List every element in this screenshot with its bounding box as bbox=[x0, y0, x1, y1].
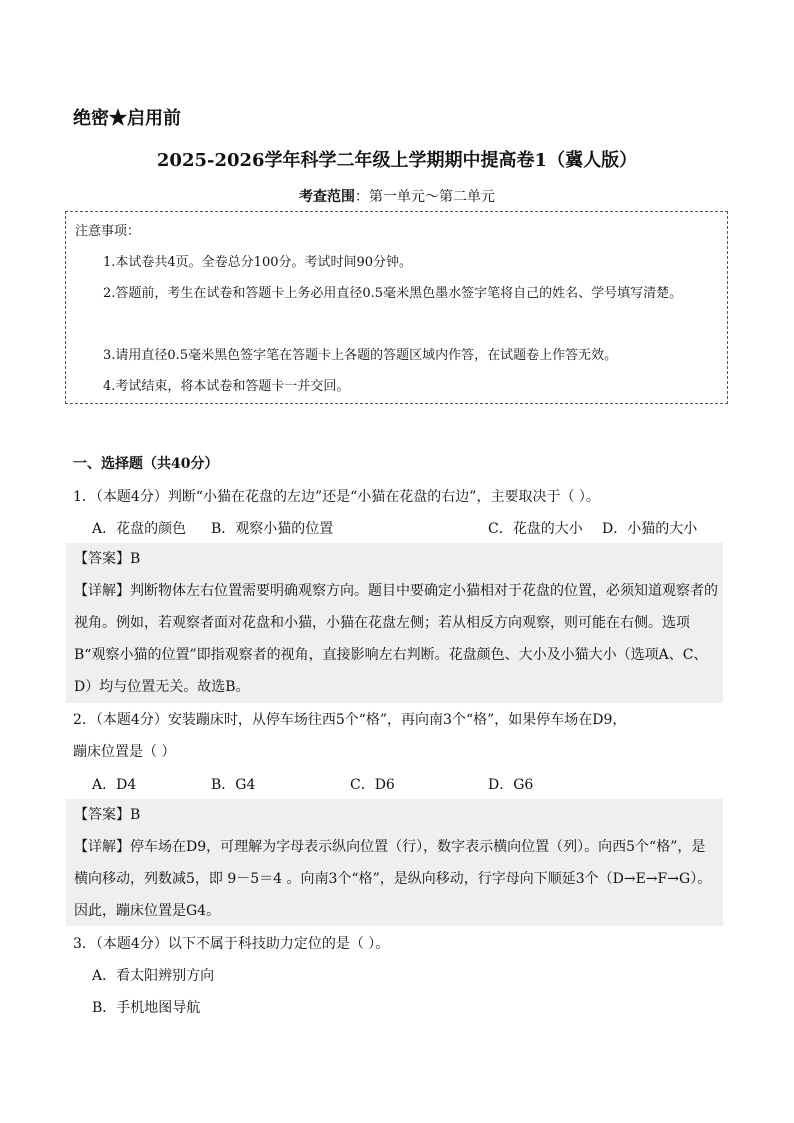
q2-detail: 【详解】停车场在D9，可理解为字母表示纵向位置（行），数字表示横向位置（列）。向西5个“格”，是横向移动，列数减5，即 9－5＝4 。向南3个“格”，是纵向移动，行字母向下顺延3个（D→E→F→G）。因此，蹦床位置是G4。 bbox=[74, 839, 712, 919]
notice-item: 1.本试卷共4页。全卷总分100分。考试时间90分钟。 bbox=[103, 255, 413, 270]
notice-item: 4.考试结束，将本试卷和答题卡一并交回。 bbox=[103, 379, 350, 394]
question-2-stem-line2: 蹦床位置是（ ） bbox=[73, 744, 176, 760]
q1-answer: 【答案】B bbox=[74, 551, 141, 567]
confidential-mark: 绝密★启用前 bbox=[73, 108, 181, 129]
q3-option-a: A．看太阳辨别方向 bbox=[92, 968, 215, 984]
q2-option-b: B．G4 bbox=[211, 777, 256, 793]
scope-value: ：第一单元～第二单元 bbox=[355, 189, 495, 205]
notice-item: 3.请用直径0.5毫米黑色签字笔在答题卡上各题的答题区域内作答，在试题卷上作答无效。 bbox=[103, 348, 618, 363]
question-3-stem: 3．（本题4分）以下不属于科技助力定位的是（ ）。 bbox=[73, 936, 390, 952]
q1-option-d: D．小猫的大小 bbox=[602, 521, 698, 537]
question-1-stem: 1．（本题4分）判断“小猫在花盘的左边”还是“小猫在花盘的右边”，主要取决于（ ）。 bbox=[73, 489, 600, 505]
q2-option-d: D．G6 bbox=[488, 777, 534, 793]
q1-detail: 【详解】判断物体左右位置需要明确观察方向。题目中要确定小猫相对于花盘的位置，必须知道观察者的视角。例如，若观察者面对花盘和小猫，小猫在花盘左侧；若从相反方向观察，则可能在右侧。选项B“观察小猫的位置”即指观察者的视角，直接影响左右判断。花盘颜色、大小及小猫大小（选项A、C、D）均与位置无关。故选B。 bbox=[74, 583, 718, 695]
q2-option-a: A．D4 bbox=[92, 777, 137, 793]
q1-option-b: B．观察小猫的位置 bbox=[211, 521, 334, 537]
q2-option-c: C．D6 bbox=[350, 777, 395, 793]
notice-box bbox=[65, 211, 728, 404]
section-heading: 一、选择题（共40分） bbox=[73, 456, 219, 472]
q1-answer-block bbox=[66, 543, 723, 703]
question-2-stem-line1: 2．（本题4分）安装蹦床时，从停车场往西5个“格”，再向南3个“格”，如果停车场在D9， bbox=[73, 712, 627, 728]
notice-heading: 注意事项： bbox=[75, 224, 141, 239]
exam-title: 2025-2026学年科学二年级上学期期中提高卷1（冀人版） bbox=[156, 150, 638, 171]
q2-answer: 【答案】B bbox=[74, 807, 141, 823]
scope-label: 考查范围 bbox=[299, 189, 355, 205]
q3-option-b: B．手机地图导航 bbox=[92, 1000, 201, 1016]
notice-item: 2.答题前，考生在试卷和答题卡上务必用直径0.5毫米黑色墨水签字笔将自己的姓名、学号填写清楚。 bbox=[103, 286, 683, 301]
q1-option-c: C．花盘的大小 bbox=[488, 521, 583, 537]
q1-option-a: A．花盘的颜色 bbox=[92, 521, 187, 537]
exam-scope bbox=[0, 186, 794, 206]
q2-answer-block bbox=[66, 799, 723, 926]
